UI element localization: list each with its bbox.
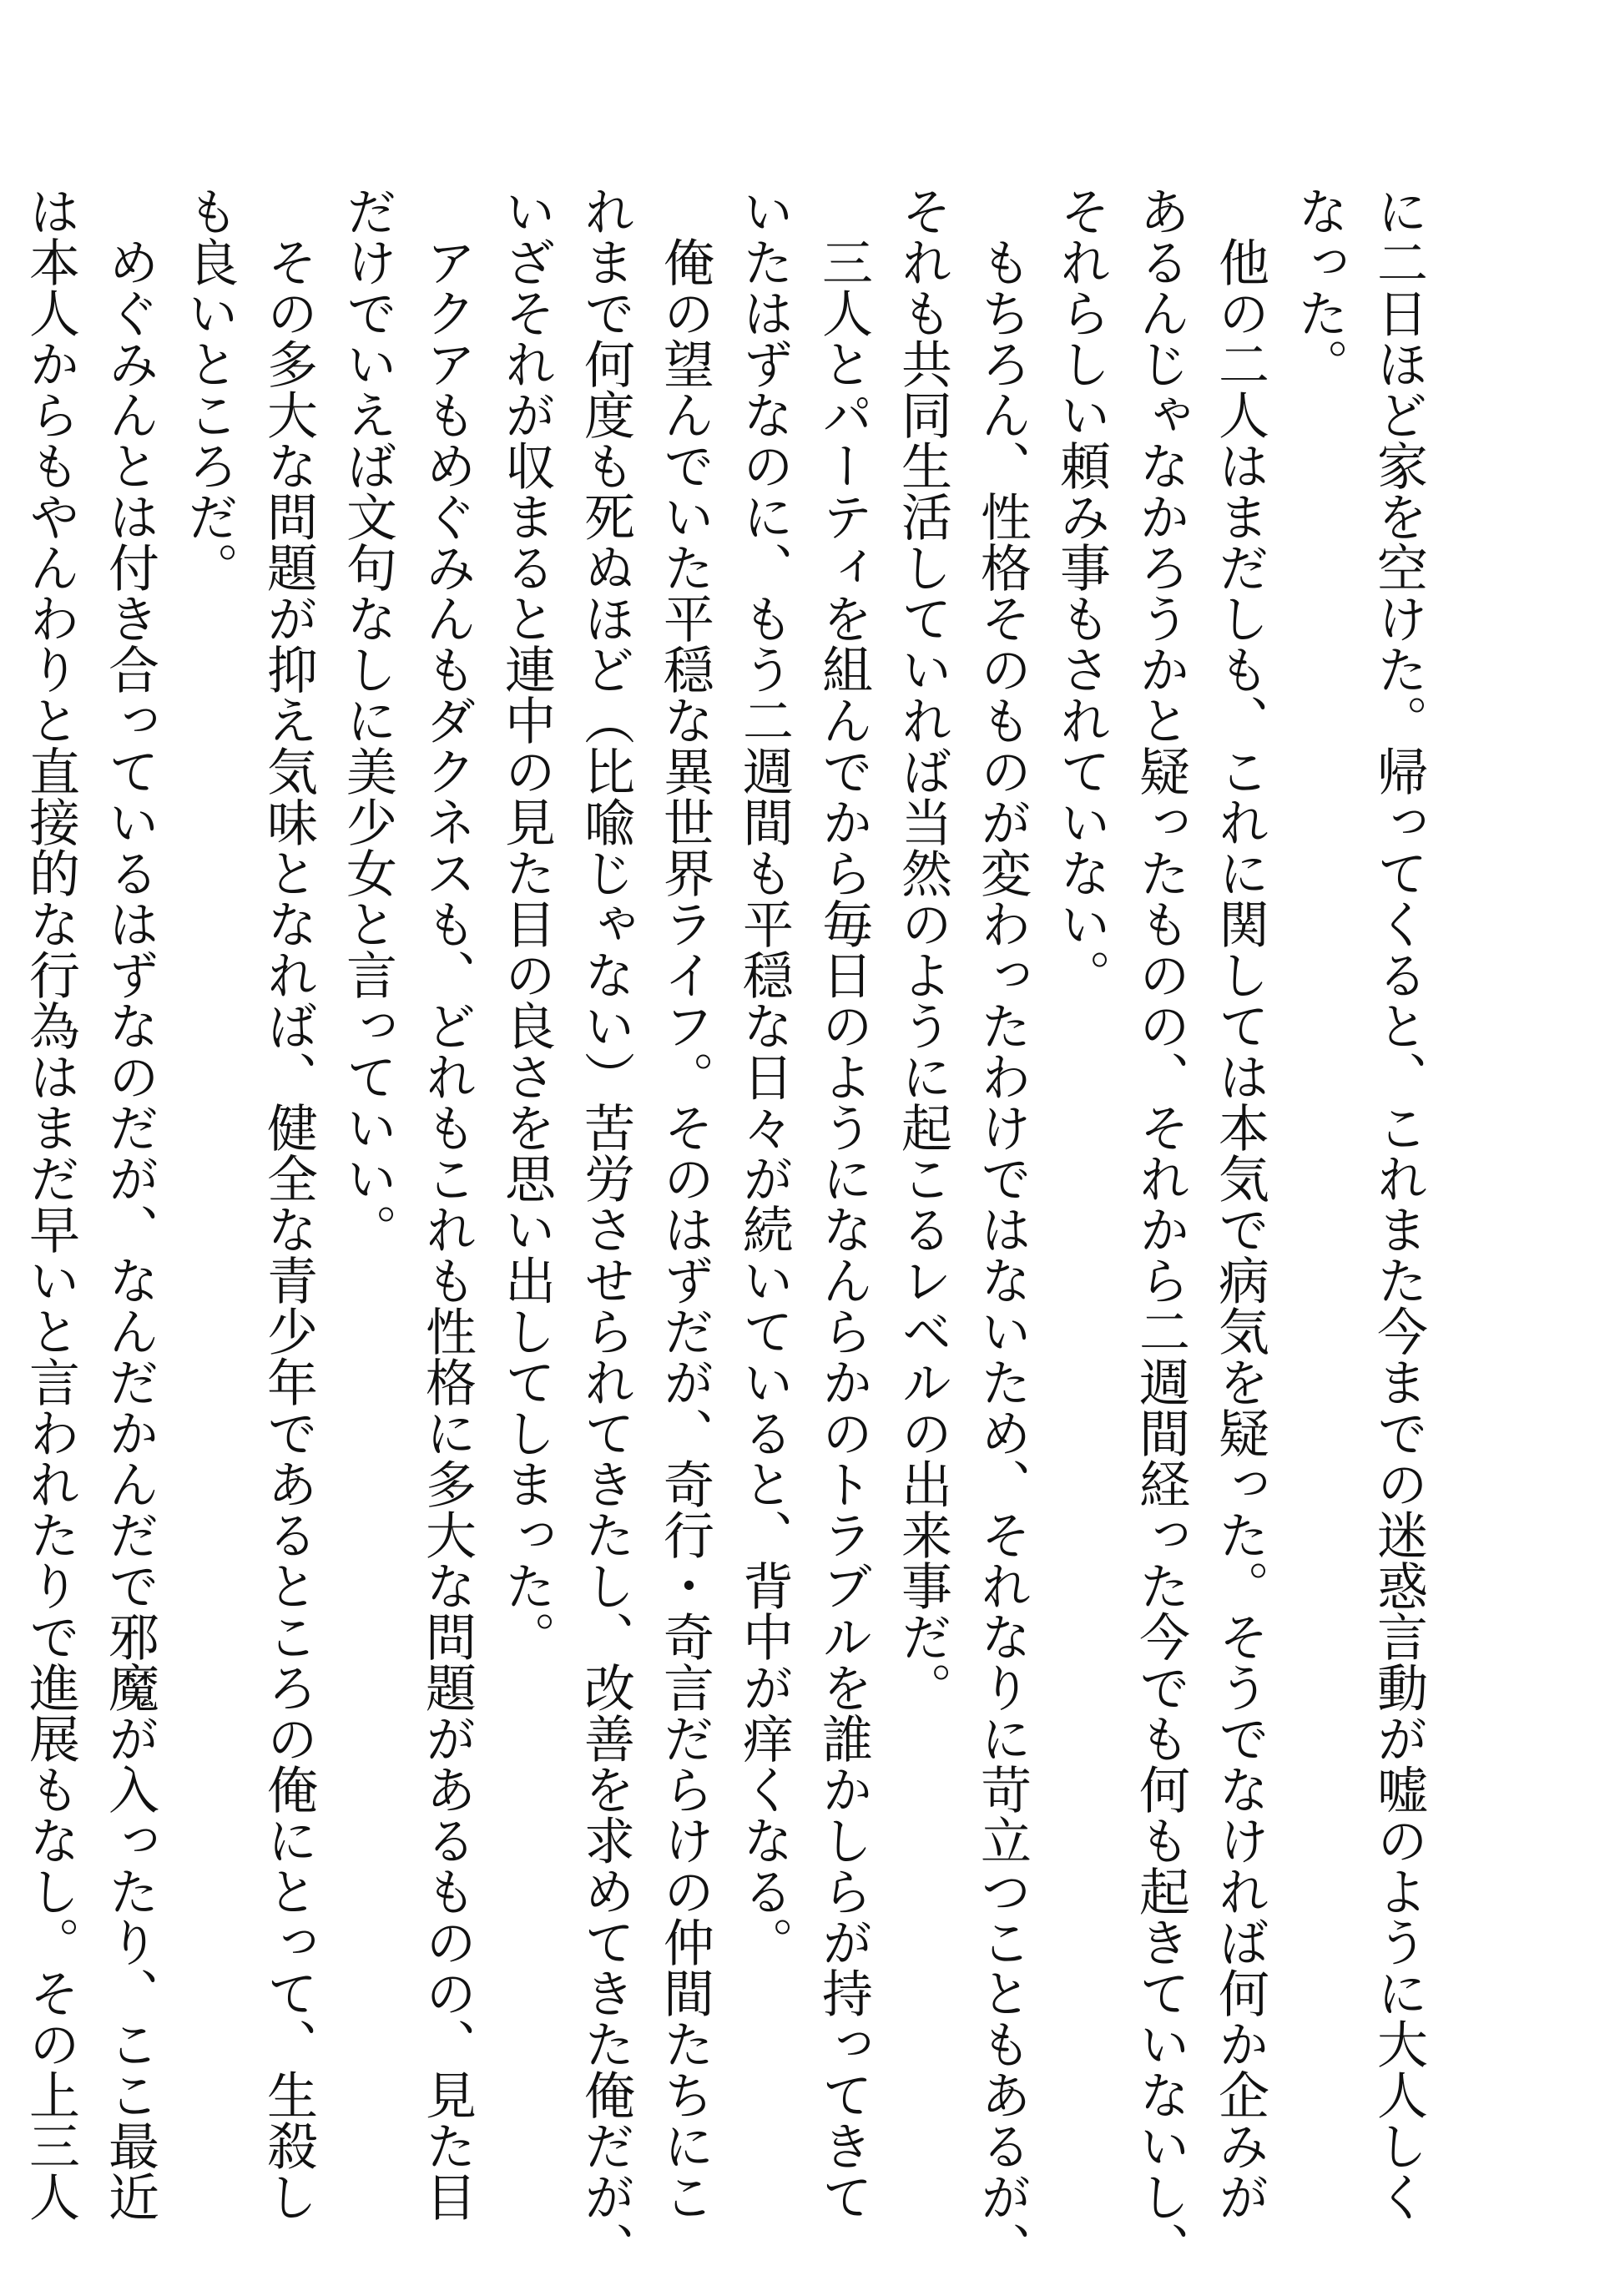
text-line: あるんじゃなかろうかと疑ったものの、それから二週間経った今でも何も起きていないし、 — [1131, 185, 1190, 2273]
text-line: 三人とパーティを組んでから毎日のようになんらかのトラブルを誰かしらが持ってきて — [814, 185, 873, 2222]
text-line: アクアもめぐみんもダクネスも、どれもこれも性格に多大な問題があるものの、見た目 — [417, 185, 477, 2222]
text-line: いたはずなのに、もう二週間も平穏な日々が続いていると、背中が痒くなる。 — [734, 185, 794, 1967]
text-line: それも共同生活していれば当然のように起こるレベルの出来事だ。 — [893, 185, 952, 1713]
vertical-text-body — [11, 185, 1438, 2273]
text-line: れまで何度も死ぬほど（比喩じゃない）苦労させられてきたし、改善を求めてきた俺だが、 — [576, 185, 635, 2273]
text-line: に二日ほど家を空けた。帰ってくると、これまた今までの迷惑言動が嘘のように大人しく — [1369, 185, 1428, 2222]
text-line: その多大な問題が抑え気味となれば、健全な青少年であるところの俺にとって、生殺し — [259, 185, 318, 2222]
text-line: は本人からもやんわりと直接的な行為はまだ早いと言われたりで進展もなし。その上三人 — [21, 185, 80, 2222]
text-line: なった。 — [1289, 185, 1349, 389]
text-line: 他の二人はまだしも、これに関しては本気で病気を疑った。そうでなければ何か企みが — [1210, 185, 1269, 2222]
text-line: いざそれが収まると連中の見た目の良さを思い出してしまった。 — [497, 185, 556, 1662]
text-line: それらしい頼み事もされていない。 — [1052, 185, 1111, 1000]
text-line: も良いところだ。 — [179, 185, 239, 593]
text-line: めぐみんとは付き合っているはずなのだが、なんだかんだで邪魔が入ったり、ここ最近 — [100, 185, 159, 2222]
text-line: もちろん、性格そのものが変わったわけではないため、それなりに苛立つこともあるが、 — [972, 185, 1032, 2273]
text-line: だけでいえば文句なしに美少女と言っていい。 — [338, 185, 397, 1254]
text-line: 俺の望んでいた平穏な異世界ライフ。そのはずだが、奇行・奇言だらけの仲間たちにこ — [655, 185, 714, 2222]
